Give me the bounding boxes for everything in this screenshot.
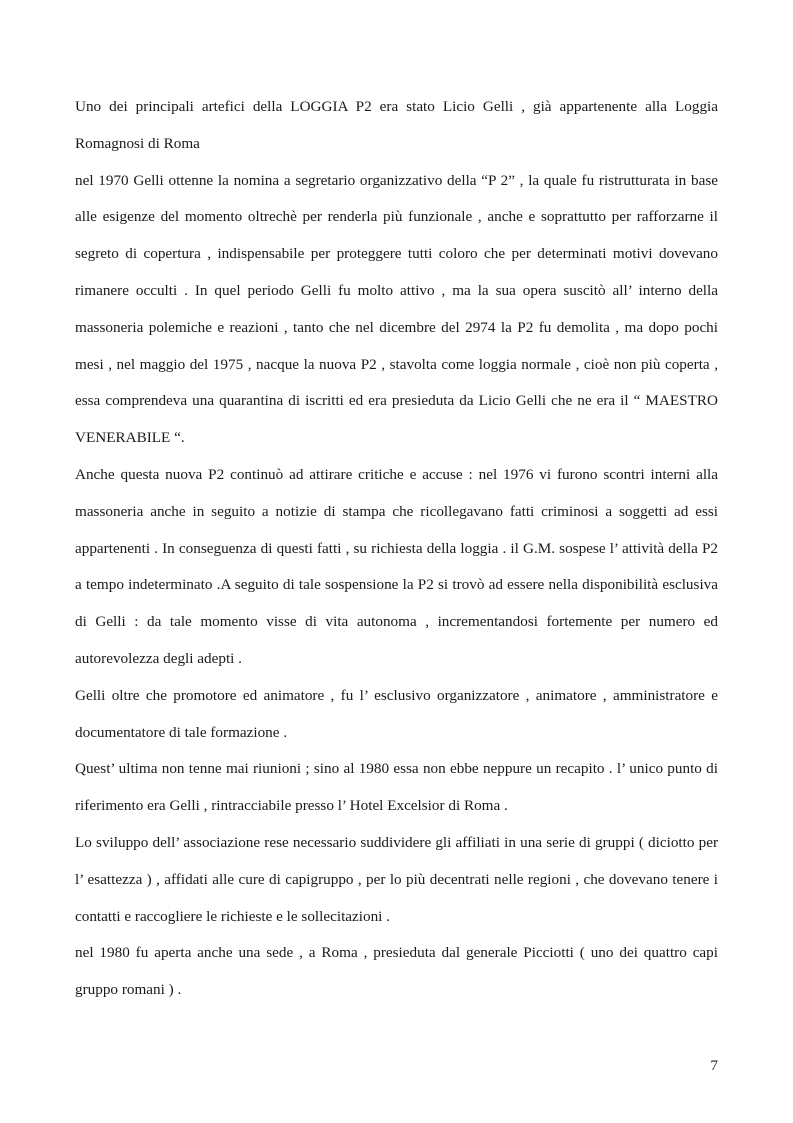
paragraph-4: Gelli oltre che promotore ed animatore , fu l’ esclusivo organizzatore , animatore , amministratore e documentatore di tale formazione . xyxy=(75,686,718,741)
page-number: 7 xyxy=(710,1057,718,1074)
paragraph-5: Quest’ ultima non tenne mai riunioni ; sino al 1980 essa non ebbe neppure un recapito . l’ unico punto di riferimento era Gelli , rintracciabile presso l’ Hotel Excelsior di Roma . xyxy=(75,760,718,815)
body-text xyxy=(75,89,718,1009)
paragraph-2: nel 1970 Gelli ottenne la nomina a segretario organizzativo della “P 2” , la quale fu ristrutturata in base alle esigenze del momento oltrechè per renderla più funzionale , anche e soprattutto per rafforzarne il segreto di copertura , indispensabile per proteggere tutti coloro che per determinati motivi dovevano rimanere occulti . In quel periodo Gelli fu molto attivo , ma la sua opera suscitò all’ interno della massoneria polemiche e reazioni , tanto che nel dicembre del 2974 la P2 fu demolita , ma dopo pochi mesi , nel maggio del 1975 , nacque la nuova P2 , stavolta come loggia normale , cioè non più coperta , essa comprendeva una quarantina di iscritti ed era presieduta da Licio Gelli che ne era il “ MAESTRO VENERABILE “. xyxy=(75,171,718,447)
paragraph-7: nel 1980 fu aperta anche una sede , a Roma , presieduta dal generale Picciotti ( uno dei quattro capi gruppo romani ) . xyxy=(75,944,718,999)
paragraph-1: Uno dei principali artefici della LOGGIA P2 era stato Licio Gelli , già appartenente alla Loggia Romagnosi di Roma xyxy=(75,98,718,152)
paragraph-6: Lo sviluppo dell’ associazione rese necessario suddividere gli affiliati in una serie di gruppi ( diciotto per l’ esattezza ) , affidati alle cure di capigruppo , per lo più decentrati nelle regioni , che dovevano tenere i contatti e raccogliere le richieste e le sollecitazioni . xyxy=(75,833,718,925)
paragraph-3: Anche questa nuova P2 continuò ad attirare critiche e accuse : nel 1976 vi furono scontri interni alla massoneria anche in seguito a notizie di stampa che ricollegavano fatti criminosi a soggetti ad essi appartenenti . In conseguenza di questi fatti , su richiesta della loggia . il G.M. sospese l’ attività della P2 a tempo indeterminato .A seguito di tale sospensione la P2 si trovò ad essere nella disponibilità esclusiva di Gelli : da tale momento visse di vita autonoma , incrementandosi fortemente per numero ed autorevolezza degli adepti . xyxy=(75,465,718,667)
